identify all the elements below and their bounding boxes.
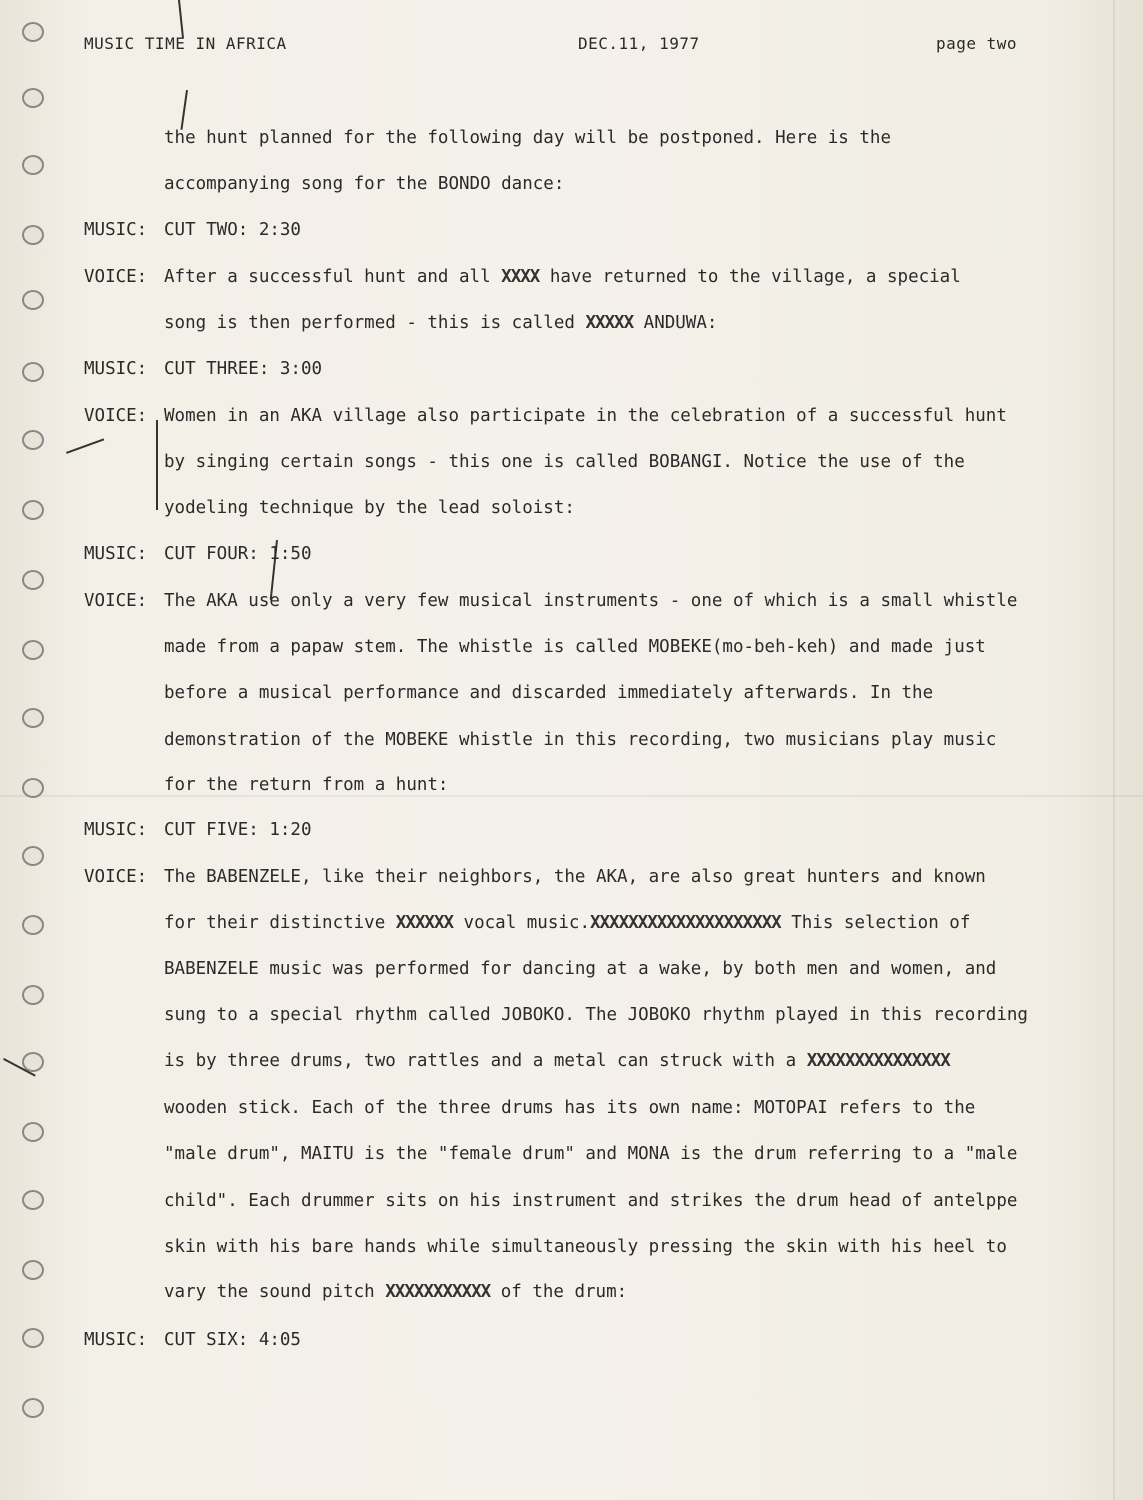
line-text: This selection of xyxy=(780,913,971,933)
script-line xyxy=(84,172,1143,196)
line-text: for the return from a hunt: xyxy=(164,775,449,795)
cue-label: VOICE: xyxy=(84,591,148,611)
music-cue xyxy=(84,818,1124,842)
binder-hole xyxy=(22,88,44,108)
script-line xyxy=(84,450,1143,474)
page-number: page two xyxy=(936,34,1018,53)
script-line xyxy=(84,911,1143,935)
line-text: After a successful hunt and all xyxy=(164,267,502,287)
music-cue xyxy=(84,1328,1124,1352)
struck-out-text: XXXX xyxy=(501,267,540,287)
line-text: vocal music. xyxy=(453,913,590,933)
script-line xyxy=(84,728,1143,752)
music-cue xyxy=(84,542,1124,566)
broadcast-date: DEC.11, 1977 xyxy=(578,34,700,53)
line-text: skin with his bare hands while simultaneously pressing the skin with his heel to xyxy=(164,1237,1007,1257)
script-line xyxy=(84,1049,1143,1073)
script-line xyxy=(84,1235,1143,1259)
line-text: the hunt planned for the following day will be postponed. Here is the xyxy=(164,128,891,148)
voice-cue xyxy=(84,404,1124,428)
struck-out-text: XXXXXXXXXXXXXXX xyxy=(806,1051,950,1071)
binder-hole xyxy=(22,290,44,310)
struck-out-text: XXXXX xyxy=(585,313,634,333)
binder-hole xyxy=(22,778,44,798)
struck-out-text: XXXXXXXXXXX xyxy=(385,1282,491,1302)
binder-hole xyxy=(22,915,44,935)
binder-hole xyxy=(22,985,44,1005)
cue-label: VOICE: xyxy=(84,867,148,887)
cue-label: VOICE: xyxy=(84,406,148,426)
script-line xyxy=(84,1096,1143,1120)
line-text: sung to a special rhythm called JOBOKO. The JOBOKO rhythm played in this recording xyxy=(164,1005,1028,1025)
cue-label: MUSIC: xyxy=(84,359,148,379)
binder-hole xyxy=(22,1260,44,1280)
script-line xyxy=(84,1003,1143,1027)
line-text: for their distinctive xyxy=(164,913,396,933)
music-cue xyxy=(84,218,1124,242)
line-text: by singing certain songs - this one is called BOBANGI. Notice the use of the xyxy=(164,452,965,472)
binder-hole xyxy=(22,430,44,450)
binder-hole xyxy=(22,500,44,520)
binder-hole xyxy=(22,1328,44,1348)
cue-label: MUSIC: xyxy=(84,1330,148,1350)
cue-text: CUT THREE: 3:00 xyxy=(164,359,323,379)
binder-hole xyxy=(22,640,44,660)
cue-label: MUSIC: xyxy=(84,544,148,564)
line-text: "male drum", MAITU is the "female drum" and MONA is the drum referring to a "male xyxy=(164,1144,1018,1164)
line-text: demonstration of the MOBEKE whistle in this recording, two musicians play music xyxy=(164,730,997,750)
line-text: wooden stick. Each of the three drums has its own name: MOTOPAI refers to the xyxy=(164,1098,976,1118)
binder-hole xyxy=(22,708,44,728)
line-text: made from a papaw stem. The whistle is called MOBEKE(mo-beh-keh) and made just xyxy=(164,637,986,657)
line-text: Women in an AKA village also participate in the celebration of a successful hunt xyxy=(164,406,1007,426)
line-text: yodeling technique by the lead soloist: xyxy=(164,498,575,518)
struck-out-text: XXXXXXXXXXXXXXXXXXXX xyxy=(589,913,781,933)
binder-hole xyxy=(22,1398,44,1418)
script-line xyxy=(84,957,1143,981)
program-title: MUSIC TIME IN AFRICA xyxy=(84,34,287,53)
line-text: vary the sound pitch xyxy=(164,1282,386,1302)
line-text: The AKA use only a very few musical instruments - one of which is a small whistle xyxy=(164,591,1018,611)
line-text: child". Each drummer sits on his instrument and strikes the drum head of antelppe xyxy=(164,1191,1018,1211)
line-text: BABENZELE music was performed for dancing at a wake, by both men and women, and xyxy=(164,959,997,979)
voice-cue xyxy=(84,865,1124,889)
cue-text: CUT SIX: 4:05 xyxy=(164,1330,301,1350)
binder-hole xyxy=(22,155,44,175)
struck-out-text: XXXXXX xyxy=(395,913,454,933)
voice-cue xyxy=(84,265,1124,289)
script-line xyxy=(84,1142,1143,1166)
script-line xyxy=(84,1189,1143,1213)
binder-hole xyxy=(22,22,44,42)
binder-hole xyxy=(22,225,44,245)
cue-text: CUT FOUR: 1:50 xyxy=(164,544,312,564)
script-line xyxy=(84,126,1143,150)
binder-hole xyxy=(22,846,44,866)
cue-text: CUT TWO: 2:30 xyxy=(164,220,301,240)
line-text: ANDUWA: xyxy=(633,313,718,333)
script-line xyxy=(84,496,1143,520)
script-line xyxy=(84,1280,1143,1304)
binder-hole xyxy=(22,570,44,590)
line-text: is by three drums, two rattles and a metal can struck with a xyxy=(164,1051,807,1071)
line-text: have returned to the village, a special xyxy=(539,267,961,287)
line-text: song is then performed - this is called xyxy=(164,313,586,333)
script-line xyxy=(84,773,1143,797)
binder-hole xyxy=(22,1122,44,1142)
cue-label: VOICE: xyxy=(84,267,148,287)
line-text: before a musical performance and discarded immediately afterwards. In the xyxy=(164,683,934,703)
cue-label: MUSIC: xyxy=(84,220,148,240)
script-line xyxy=(84,311,1143,335)
line-text: accompanying song for the BONDO dance: xyxy=(164,174,565,194)
binder-hole xyxy=(22,1190,44,1210)
line-text: The BABENZELE, like their neighbors, the AKA, are also great hunters and known xyxy=(164,867,986,887)
binder-hole xyxy=(22,362,44,382)
voice-cue xyxy=(84,589,1124,613)
script-line xyxy=(84,681,1143,705)
cue-label: MUSIC: xyxy=(84,820,148,840)
script-line xyxy=(84,635,1143,659)
cue-text: CUT FIVE: 1:20 xyxy=(164,820,312,840)
line-text: of the drum: xyxy=(490,1282,628,1302)
music-cue xyxy=(84,357,1124,381)
